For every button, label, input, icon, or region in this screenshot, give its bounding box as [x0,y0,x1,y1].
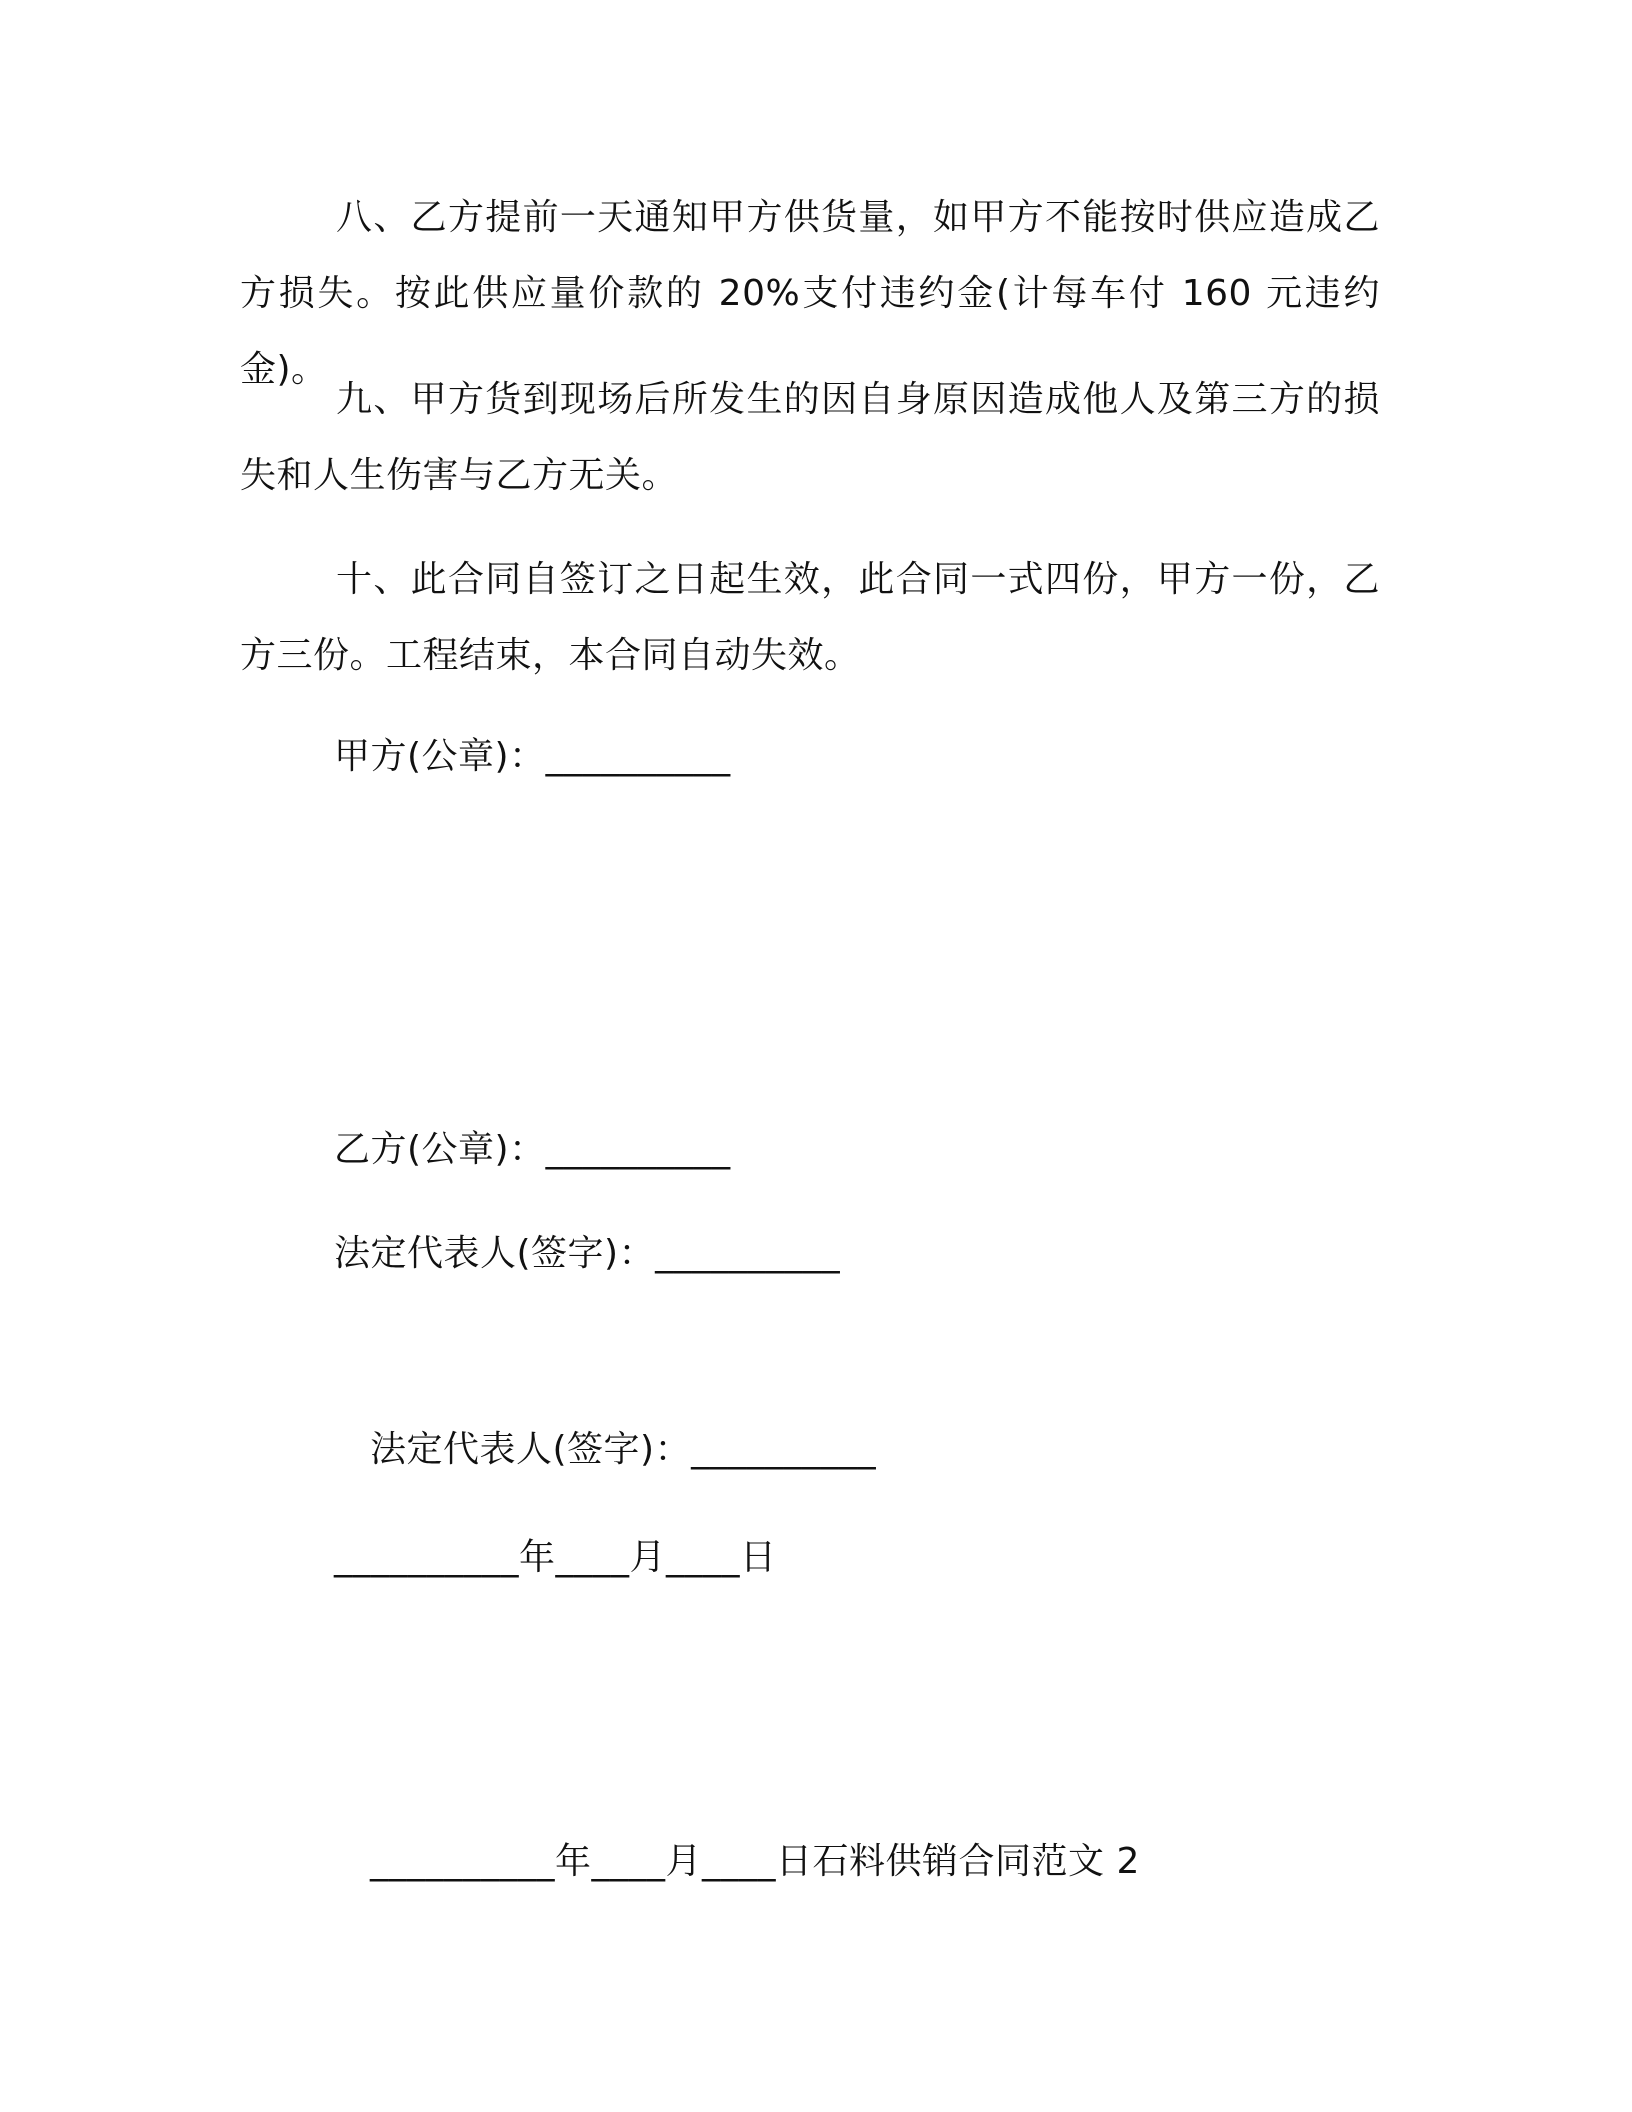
party-b-seal-line: 乙方(公章)：__________ [334,1129,731,1170]
clause-8-paragraph: 八、乙方提前一天通知甲方供货量，如甲方不能按时供应造成乙方损失。按此供应量价款的 20%支付违约金(计每车付 160 元违约金)。 [240,197,1380,390]
party-a-seal-line: 甲方(公章)：__________ [334,736,731,777]
legal-representative-line-1: 法定代表人(签字)：__________ [334,1233,841,1274]
clause-9-paragraph: 九、甲方货到现场后所发生的因自身原因造成他人及第三方的损失和人生伤害与乙方无关。 [240,379,1380,496]
clause-10-paragraph: 十、此合同自签订之日起生效，此合同一式四份，甲方一份，乙方三份。工程结束，本合同自动失效。 [240,559,1380,676]
next-contract-title: __________年____月____日石料供销合同范文 2 [370,1841,1140,1882]
signing-date-line: __________年____月____日 [334,1537,777,1578]
legal-representative-line-2: 法定代表人(签字)：__________ [370,1429,877,1470]
